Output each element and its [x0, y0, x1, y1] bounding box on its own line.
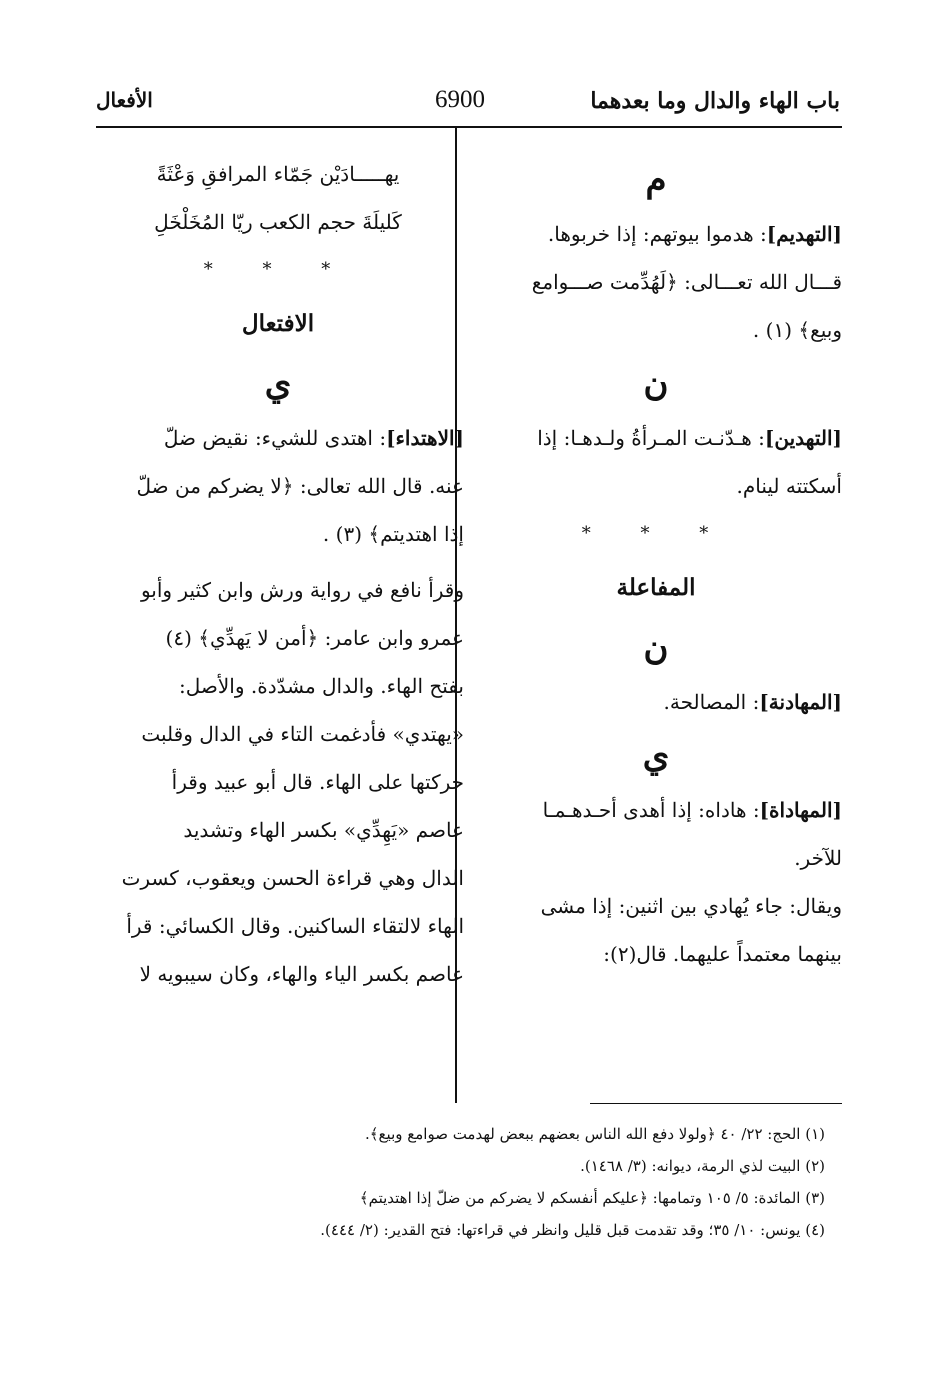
header-rule: [96, 126, 842, 128]
right-column: [470, 150, 842, 978]
quran-quote-line: قـــال الله تعـــالى: ﴿لَهُدِّمت صـــوامع: [531, 270, 842, 294]
body-text-line: عمرو وابن عامر: ﴿أمن لا يَهدِّي﴾ (٤): [165, 626, 464, 650]
letter-heading-nun: ن: [643, 364, 669, 404]
body-text-line: عاصم بكسر الياء والهاء، وكان سيبويه لا: [139, 962, 464, 986]
poem-verse-line: كَليلَةَ حجم الكعب ريّا المُخَلْخَلِ: [154, 210, 402, 234]
entry-term: [التهدين]: [764, 426, 842, 450]
body-text-line: عاصم «يَهِدِّي» بكسر الهاء وتشديد: [183, 818, 464, 842]
entry-definition: : هاداه: إذا أهدى أحـدهـمـا: [542, 798, 760, 822]
section-title-mufaala: المفاعلة: [616, 574, 696, 601]
footnote-item: (١) الحج: ٢٢/ ٤٠ ﴿ولولا دفع الله الناس بعضهم ببعض لهدمت صوامع وبيع﴾.: [365, 1125, 825, 1143]
body-text-line: عنه. قال الله تعالى: ﴿لا يضركم من ضلّ: [136, 474, 464, 498]
entry-definition-line: أسكتته لينام.: [736, 474, 842, 498]
footnote-item: (٣) المائدة: ٥/ ١٠٥ وتمامها: ﴿عليكم أنفسكم لا يضركم من ضلّ إذا اهتديتم﴾: [359, 1189, 825, 1207]
entry-ihtida: [92, 414, 464, 462]
entry-definition: : المصالحة.: [663, 690, 760, 714]
entry-term: [التهديم]: [766, 222, 842, 246]
entry-definition-line: للآخر.: [794, 846, 842, 870]
entry-tahdin: [470, 414, 842, 462]
body-text-line: «يهتدي» فأدغمت التاء في الدال وقلبت: [141, 722, 464, 746]
entry-definition: : هـدّنـت المـرأةُ ولـدهـا: إذا: [537, 426, 765, 450]
entry-tahdim: [470, 210, 842, 258]
body-text-line: إذا اهتديتم﴾ (٣) .: [322, 522, 464, 546]
entry-term: [الاهتداء]: [386, 426, 464, 450]
footnote-rule: [590, 1103, 842, 1104]
entry-term: [المهاداة]: [759, 798, 842, 822]
entry-definition: : اهتدى للشيء: نقيض ضلّ: [163, 426, 387, 450]
entry-definition: : هدموا بيوتهم: إذا خربوها.: [547, 222, 767, 246]
section-separator: * * *: [203, 259, 353, 280]
body-text-line: وقرأ نافع في رواية ورش وابن كثير وأبو: [140, 578, 464, 602]
header-chapter-title: الأفعال: [96, 88, 153, 112]
body-text-line: الهاء لالتقاء الساكنين. وقال الكسائي: قرأ: [126, 914, 464, 938]
left-column: [92, 150, 464, 998]
letter-heading-mim: م: [645, 160, 667, 200]
poem-verse-line: يهـــــادَيْن جَمّاء المرافقِ وَعْثَةً: [156, 162, 400, 186]
body-text-line: بفتح الهاء. والدال مشدّدة. والأصل:: [179, 674, 464, 698]
entry-term: [المهادنة]: [759, 690, 842, 714]
footnotes: [205, 1118, 825, 1246]
footnote-item: (٤) يونس: ١٠/ ٣٥؛ وقد تقدمت قبل قليل وانظر في قراءتها: فتح القدير: (٢/ ٤٤٤).: [320, 1221, 825, 1239]
body-text-line: حركتها على الهاء. قال أبو عبيد وقرأ: [171, 770, 464, 794]
body-text-line: الدال وهي قراءة الحسن ويعقوب، كسرت: [121, 866, 464, 890]
body-text-line: بينهما معتمداً عليهما. قال(٢):: [603, 942, 842, 966]
quran-quote-line: وبيع﴾ (١) .: [752, 318, 842, 342]
letter-heading-ya: ي: [264, 364, 292, 404]
entry-muhadat: [470, 786, 842, 834]
section-title-iftial: الافتعال: [241, 310, 315, 337]
footnote-item: (٢) البيت لذي الرمة، ديوانه: (٣/ ١٤٦٨).: [580, 1157, 825, 1175]
page-number: 6900: [435, 86, 485, 113]
letter-heading-nun: ن: [643, 628, 669, 668]
letter-heading-ya: ي: [642, 736, 670, 776]
header-section-title: باب الهاء والدال وما بعدهما: [590, 88, 840, 114]
body-text-line: ويقال: جاء يُهادي بين اثنين: إذا مشى: [540, 894, 842, 918]
section-separator: * * *: [581, 523, 731, 544]
entry-muhadana: [470, 678, 842, 726]
